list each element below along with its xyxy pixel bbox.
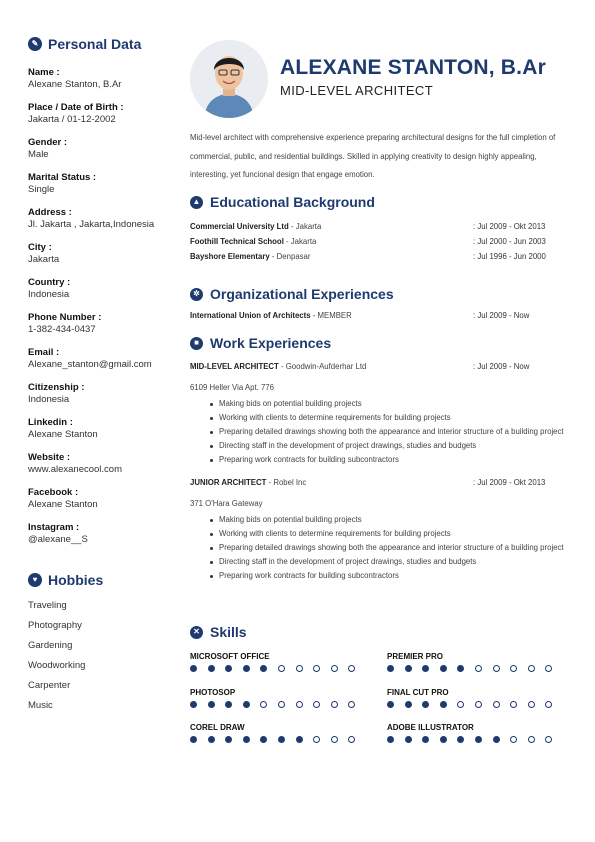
- skill-dot-filled: [493, 736, 500, 743]
- organization-row: [190, 311, 570, 326]
- briefcase-icon: ■: [190, 337, 203, 350]
- personal-data-item: [28, 102, 178, 126]
- personal-data-value: www.alexanecool.com: [28, 464, 122, 475]
- skill-dot-empty: [528, 736, 535, 743]
- skill-dot-filled: [457, 665, 464, 672]
- hobby-item: Woodworking: [28, 660, 86, 671]
- education-school-wrap: [190, 237, 316, 246]
- skill-dot-filled: [422, 701, 429, 708]
- personal-data-item: [28, 207, 178, 231]
- skill-dot-empty: [313, 665, 320, 672]
- skill-dot-empty: [278, 701, 285, 708]
- skill-dot-empty: [510, 701, 517, 708]
- skill-dot-filled: [190, 665, 197, 672]
- personal-data-label: Place / Date of Birth :: [28, 102, 124, 113]
- skill-dot-empty: [545, 736, 552, 743]
- education-school: Commercial University Ltd: [190, 222, 289, 231]
- hobby-item: Music: [28, 700, 53, 711]
- personal-data-label: Marital Status :: [28, 172, 97, 183]
- personal-data-value: Jl. Jakarta , Jakarta,Indonesia: [28, 219, 155, 230]
- skill-item: [387, 723, 567, 746]
- skill-dot-filled: [243, 665, 250, 672]
- personal-data-item: [28, 67, 178, 91]
- education-period: : Jul 1996 - Jun 2000: [473, 252, 546, 261]
- work-period: : Jul 2009 - Okt 2013: [473, 478, 546, 487]
- work-job: [190, 478, 570, 583]
- personal-data-item: [28, 382, 178, 406]
- skill-dot-filled: [440, 701, 447, 708]
- personal-data-value: Indonesia: [28, 289, 70, 300]
- skill-dot-empty: [331, 736, 338, 743]
- work-heading: [190, 335, 570, 351]
- skill-dot-filled: [190, 701, 197, 708]
- organization-title: Organizational Experiences: [210, 286, 394, 302]
- skill-dot-filled: [260, 665, 267, 672]
- skill-dot-filled: [190, 736, 197, 743]
- education-period: : Jul 2009 - Okt 2013: [473, 222, 546, 231]
- personal-data-item: [28, 452, 178, 476]
- work-job-header: [190, 362, 570, 377]
- skill-dot-filled: [387, 736, 394, 743]
- skill-dot-filled: [405, 701, 412, 708]
- skill-dot-filled: [440, 736, 447, 743]
- organization-heading: [190, 286, 570, 302]
- skill-dot-filled: [296, 736, 303, 743]
- skill-level-dots: [190, 736, 370, 746]
- personal-data-value: Indonesia: [28, 394, 70, 405]
- personal-data-title: Personal Data: [48, 36, 142, 52]
- personal-data-item: [28, 172, 178, 196]
- skill-dot-filled: [225, 665, 232, 672]
- skill-level-dots: [387, 701, 567, 711]
- skill-name: FINAL CUT PRO: [387, 687, 449, 697]
- skill-dot-filled: [387, 701, 394, 708]
- hobbies-heading: [28, 572, 178, 588]
- education-school: Bayshore Elementary: [190, 252, 270, 261]
- skill-dot-filled: [243, 736, 250, 743]
- education-section: [190, 194, 570, 267]
- hobbies-list: [28, 600, 178, 712]
- personal-data-label: Linkedin :: [28, 417, 73, 428]
- skill-level-dots: [387, 665, 567, 675]
- work-bullet-item: Preparing detailed drawings showing both the appearance and interior structure of a building project: [210, 425, 570, 439]
- work-bullet-item: Making bids on potential building projects: [210, 513, 570, 527]
- skill-item: [387, 688, 567, 711]
- skill-dot-filled: [208, 736, 215, 743]
- hobby-item: Carpenter: [28, 680, 71, 691]
- personal-data-value: Alexane Stanton, B.Ar: [28, 79, 122, 90]
- skill-dot-filled: [457, 736, 464, 743]
- education-period: : Jul 2000 - Jun 2003: [473, 237, 546, 246]
- personal-data-value: Alexane Stanton: [28, 429, 98, 440]
- skill-dot-filled: [440, 665, 447, 672]
- education-heading: [190, 194, 570, 210]
- education-place: - Jakarta: [283, 237, 317, 246]
- personal-data-item: [28, 417, 178, 441]
- skill-dot-empty: [510, 736, 517, 743]
- work-bullet-item: Preparing detailed drawings showing both the appearance and interior structure of a building project: [210, 541, 570, 555]
- skills-heading: [190, 624, 570, 640]
- personal-data-value: Single: [28, 184, 55, 195]
- skill-dot-filled: [387, 665, 394, 672]
- personal-data-item: [28, 522, 178, 546]
- skill-dot-filled: [405, 665, 412, 672]
- work-bullet-item: Working with clients to determine requirements for building projects: [210, 411, 570, 425]
- personal-data-item: [28, 242, 178, 266]
- work-bullet-item: Directing staff in the development of project drawings, studies and budgets: [210, 439, 570, 453]
- work-title: Work Experiences: [210, 335, 332, 351]
- work-position-wrap: [190, 478, 306, 487]
- skills-title: Skills: [210, 624, 247, 640]
- work-company: - Robel Inc: [266, 478, 307, 487]
- education-school-wrap: [190, 222, 321, 231]
- personal-data-item: [28, 347, 178, 371]
- skill-dot-empty: [545, 665, 552, 672]
- personal-data-label: Citizenship :: [28, 382, 85, 393]
- organization-section: [190, 286, 570, 326]
- heart-icon: ♥: [28, 573, 42, 587]
- skill-dot-filled: [278, 736, 285, 743]
- organization-role: - MEMBER: [310, 311, 352, 320]
- hobby-item: Traveling: [28, 600, 67, 611]
- work-bullets: [190, 513, 570, 583]
- skill-dot-empty: [493, 701, 500, 708]
- work-bullet-item: Preparing work contracts for building subcontractors: [210, 453, 570, 467]
- skill-dot-filled: [225, 736, 232, 743]
- tools-icon: ✕: [190, 626, 203, 639]
- skill-dot-filled: [260, 736, 267, 743]
- hobbies-title: Hobbies: [48, 572, 104, 588]
- personal-data-value: Alexane_stanton@gmail.com: [28, 359, 152, 370]
- personal-data-value: Alexane Stanton: [28, 499, 98, 510]
- personal-data-list: [28, 67, 178, 546]
- skill-item: [387, 652, 567, 675]
- skill-name: ADOBE ILLUSTRATOR: [387, 723, 474, 732]
- skill-dot-filled: [208, 665, 215, 672]
- skill-item: [190, 652, 370, 675]
- skill-dot-empty: [348, 701, 355, 708]
- skill-dot-empty: [475, 665, 482, 672]
- personal-data-item: [28, 137, 178, 161]
- candidate-title: MID-LEVEL ARCHITECT: [280, 83, 434, 98]
- organization-list: [190, 311, 570, 326]
- personal-data-item: [28, 487, 178, 511]
- education-list: [190, 222, 570, 267]
- skill-dot-filled: [475, 736, 482, 743]
- skill-dot-filled: [208, 701, 215, 708]
- personal-data-label: Gender :: [28, 137, 68, 148]
- organization-name: International Union of Architects: [190, 311, 311, 320]
- skill-dot-empty: [348, 665, 355, 672]
- skills-section: [190, 624, 570, 640]
- graduation-cap-icon: ▲: [190, 196, 203, 209]
- skill-name: PHOTOSOP: [190, 687, 236, 697]
- education-school: Foothill Technical School: [190, 237, 284, 246]
- work-list: [190, 362, 570, 583]
- work-bullet-item: Preparing work contracts for building subcontractors: [210, 569, 570, 583]
- work-bullets: [190, 397, 570, 467]
- profile-photo: [190, 40, 268, 118]
- work-job-header: [190, 478, 570, 493]
- personal-data-item: [28, 312, 178, 336]
- personal-data-label: Phone Number :: [28, 312, 102, 323]
- skill-dot-empty: [313, 736, 320, 743]
- hobby-item: Gardening: [28, 640, 73, 651]
- skill-dot-empty: [278, 665, 285, 672]
- organization-name-wrap: [190, 311, 352, 320]
- skill-item: [190, 723, 370, 746]
- skill-name: MICROSOFT OFFICE: [190, 652, 270, 661]
- education-place: - Jakarta: [288, 222, 322, 231]
- personal-data-value: Jakarta / 01-12-2002: [28, 114, 116, 125]
- organization-period: : Jul 2009 - Now: [473, 311, 530, 320]
- personal-data-value: Jakarta: [28, 254, 60, 265]
- skill-dot-filled: [422, 736, 429, 743]
- personal-data-label: Address :: [28, 207, 72, 218]
- skill-dot-filled: [225, 701, 232, 708]
- skill-level-dots: [190, 701, 370, 711]
- skill-level-dots: [387, 736, 567, 746]
- candidate-name: ALEXANE STANTON, B.Ar: [280, 56, 546, 79]
- work-bullet-item: Directing staff in the development of project drawings, studies and budgets: [210, 555, 570, 569]
- work-position-wrap: [190, 362, 366, 371]
- personal-data-value: 1-382-434-0437: [28, 324, 96, 335]
- skill-dot-empty: [296, 701, 303, 708]
- left-column: [28, 36, 178, 720]
- education-row: [190, 222, 570, 237]
- network-icon: ✲: [190, 288, 203, 301]
- skill-dot-empty: [457, 701, 464, 708]
- work-section: [190, 335, 570, 594]
- skill-dot-empty: [260, 701, 267, 708]
- personal-data-item: [28, 277, 178, 301]
- work-bullet-item: Working with clients to determine requirements for building projects: [210, 527, 570, 541]
- work-bullet-item: Making bids on potential building projects: [210, 397, 570, 411]
- skill-dot-empty: [331, 665, 338, 672]
- skill-level-dots: [190, 665, 370, 675]
- work-position: JUNIOR ARCHITECT: [190, 478, 267, 487]
- skill-name: PREMIER PRO: [387, 652, 444, 661]
- skill-dot-empty: [528, 665, 535, 672]
- education-title: Educational Background: [210, 194, 375, 210]
- personal-data-label: City :: [28, 242, 52, 253]
- personal-data-label: Instagram :: [28, 522, 80, 533]
- work-period: : Jul 2009 - Now: [473, 362, 530, 371]
- skill-dot-filled: [405, 736, 412, 743]
- skill-dot-empty: [475, 701, 482, 708]
- skill-dot-empty: [331, 701, 338, 708]
- education-row: [190, 237, 570, 252]
- skill-dot-filled: [422, 665, 429, 672]
- skill-dot-empty: [296, 665, 303, 672]
- work-position: MID-LEVEL ARCHITECT: [190, 362, 279, 371]
- pencil-icon: ✎: [28, 37, 42, 51]
- personal-data-label: Name :: [28, 67, 60, 78]
- skill-dot-filled: [243, 701, 250, 708]
- education-place: - Denpasar: [269, 252, 311, 261]
- personal-data-label: Facebook :: [28, 487, 79, 498]
- work-address: 6109 Heller Via Apt. 776: [190, 383, 274, 392]
- profile-summary: Mid-level architect with comprehensive experience preparing architectural designs for the full cimpletion of commercial, public, and residential buildings. Skilled in applying creativity to design highly appealing, interesting, yet funcional design that engage emotion.: [190, 133, 556, 179]
- skill-dot-empty: [313, 701, 320, 708]
- skill-dot-empty: [510, 665, 517, 672]
- work-company: - Goodwin-Aufderhar Ltd: [278, 362, 367, 371]
- personal-data-value: @alexane__S: [28, 534, 88, 545]
- education-school-wrap: [190, 252, 311, 261]
- hobby-item: Photography: [28, 620, 82, 631]
- personal-data-label: Country :: [28, 277, 71, 288]
- personal-data-label: Email :: [28, 347, 60, 358]
- education-row: [190, 252, 570, 267]
- work-address: 371 O'Hara Gateway: [190, 499, 263, 508]
- skill-dot-empty: [545, 701, 552, 708]
- personal-data-value: Male: [28, 149, 49, 160]
- work-job: [190, 362, 570, 467]
- personal-data-heading: [28, 36, 178, 52]
- skill-name: COREL DRAW: [190, 723, 245, 732]
- skill-dot-empty: [348, 736, 355, 743]
- skill-dot-empty: [493, 665, 500, 672]
- skill-item: [190, 688, 370, 711]
- skill-dot-empty: [528, 701, 535, 708]
- personal-data-label: Website :: [28, 452, 71, 463]
